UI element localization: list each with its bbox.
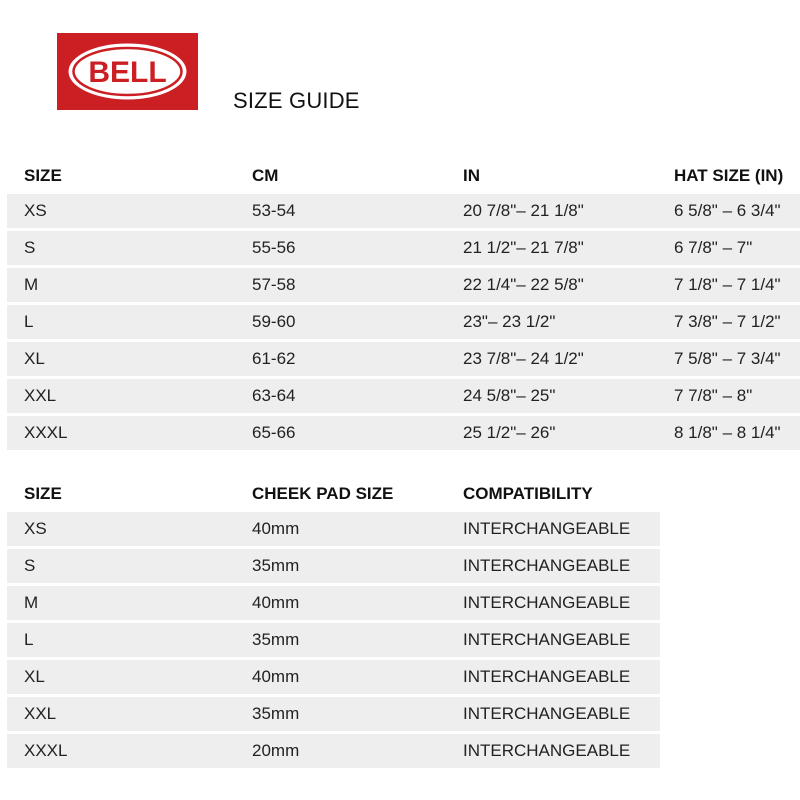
cell-in: 21 1/2"– 21 7/8" <box>463 231 674 265</box>
table-row <box>7 194 800 228</box>
column-header-size: SIZE <box>24 483 62 503</box>
table-row <box>7 512 660 546</box>
cell-compatibility: INTERCHANGEABLE <box>463 660 660 694</box>
table-row <box>7 268 800 302</box>
cell-cheek-pad-size: 35mm <box>252 549 463 583</box>
cell-hat-size: 8 1/8" – 8 1/4" <box>674 416 800 450</box>
cell-cm: 61-62 <box>252 342 463 376</box>
cell-compatibility: INTERCHANGEABLE <box>463 734 660 768</box>
cell-cm: 55-56 <box>252 231 463 265</box>
cell-hat-size: 6 7/8" – 7" <box>674 231 800 265</box>
cell-size: XS <box>7 194 252 228</box>
cell-cm: 57-58 <box>252 268 463 302</box>
cell-size: S <box>7 549 252 583</box>
table-row <box>7 660 660 694</box>
cell-size: M <box>7 268 252 302</box>
cell-size: XXL <box>7 379 252 413</box>
cell-hat-size: 7 5/8" – 7 3/4" <box>674 342 800 376</box>
cell-in: 25 1/2"– 26" <box>463 416 674 450</box>
table-row <box>7 342 800 376</box>
table-row <box>7 623 660 657</box>
table-row <box>7 697 660 731</box>
cell-in: 22 1/4"– 22 5/8" <box>463 268 674 302</box>
cell-compatibility: INTERCHANGEABLE <box>463 697 660 731</box>
cell-cheek-pad-size: 40mm <box>252 512 463 546</box>
cell-cm: 53-54 <box>252 194 463 228</box>
logo-text: BELL <box>88 56 167 89</box>
cell-cheek-pad-size: 35mm <box>252 697 463 731</box>
table-row <box>7 416 800 450</box>
cell-compatibility: INTERCHANGEABLE <box>463 549 660 583</box>
cell-cm: 59-60 <box>252 305 463 339</box>
cell-size: XS <box>7 512 252 546</box>
column-header-in: IN <box>463 165 480 185</box>
table-row <box>7 305 800 339</box>
column-header-size: SIZE <box>24 165 62 185</box>
size-table <box>7 157 800 453</box>
cell-in: 23"– 23 1/2" <box>463 305 674 339</box>
table-row <box>7 231 800 265</box>
cell-size: XL <box>7 660 252 694</box>
cell-cm: 65-66 <box>252 416 463 450</box>
cell-hat-size: 6 5/8" – 6 3/4" <box>674 194 800 228</box>
cell-size: L <box>7 623 252 657</box>
table-header-row <box>7 160 800 191</box>
table-row <box>7 379 800 413</box>
cell-hat-size: 7 7/8" – 8" <box>674 379 800 413</box>
cell-cheek-pad-size: 40mm <box>252 586 463 620</box>
cell-in: 20 7/8"– 21 1/8" <box>463 194 674 228</box>
table-row <box>7 586 660 620</box>
page-title: SIZE GUIDE <box>233 88 360 113</box>
cell-compatibility: INTERCHANGEABLE <box>463 586 660 620</box>
cell-hat-size: 7 1/8" – 7 1/4" <box>674 268 800 302</box>
column-header-cheek-pad-size: CHEEK PAD SIZE <box>252 483 394 503</box>
cell-cheek-pad-size: 40mm <box>252 660 463 694</box>
cell-size: L <box>7 305 252 339</box>
cell-cm: 63-64 <box>252 379 463 413</box>
cell-cheek-pad-size: 35mm <box>252 623 463 657</box>
cell-hat-size: 7 3/8" – 7 1/2" <box>674 305 800 339</box>
table-header-row <box>7 478 660 509</box>
column-header-cm: CM <box>252 165 279 185</box>
cell-in: 23 7/8"– 24 1/2" <box>463 342 674 376</box>
cell-compatibility: INTERCHANGEABLE <box>463 512 660 546</box>
cell-size: XXXL <box>7 734 252 768</box>
table-row <box>7 734 660 768</box>
cheek-pad-table <box>7 475 660 771</box>
bell-logo <box>57 33 198 110</box>
cell-cheek-pad-size: 20mm <box>252 734 463 768</box>
cell-size: XXL <box>7 697 252 731</box>
column-header-compatibility: COMPATIBILITY <box>463 483 593 503</box>
cell-size: XL <box>7 342 252 376</box>
cell-size: M <box>7 586 252 620</box>
cell-in: 24 5/8"– 25" <box>463 379 674 413</box>
cell-compatibility: INTERCHANGEABLE <box>463 623 660 657</box>
cell-size: S <box>7 231 252 265</box>
cell-size: XXXL <box>7 416 252 450</box>
table-row <box>7 549 660 583</box>
column-header-hat-size: HAT SIZE (IN) <box>674 165 784 185</box>
